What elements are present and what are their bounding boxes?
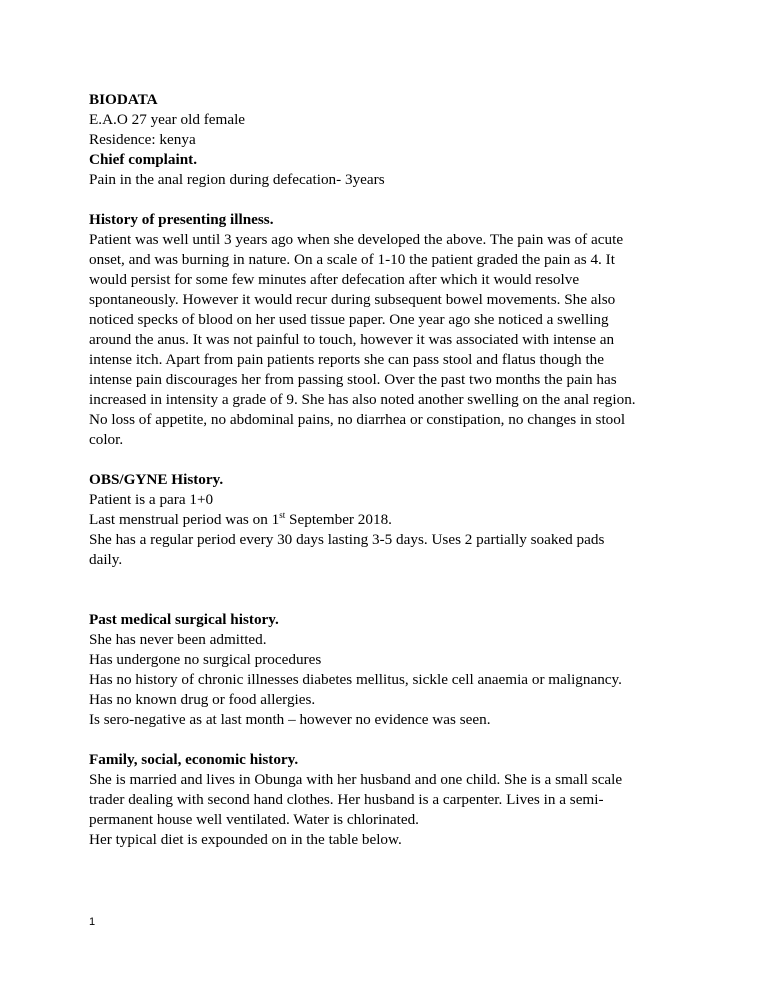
past-history-heading: Past medical surgical history. bbox=[89, 611, 279, 628]
hpi-line: intense pain discourages her from passing stool. Over the past two months the pain has bbox=[89, 371, 617, 388]
past-history-line: Has no known drug or food allergies. bbox=[89, 691, 316, 708]
past-history-line: She has never been admitted. bbox=[89, 631, 267, 648]
hpi-line: No loss of appetite, no abdominal pains, no diarrhea or constipation, no changes in stool bbox=[89, 411, 626, 428]
obs-gyne-parity: Patient is a para 1+0 bbox=[89, 491, 214, 508]
hpi-line: around the anus. It was not painful to touch, however it was associated with intense an bbox=[89, 331, 615, 348]
family-social-line: Her typical diet is expounded on in the table below. bbox=[89, 831, 402, 848]
chief-complaint-text: Pain in the anal region during defecation- 3years bbox=[89, 171, 385, 188]
past-history-line: Has undergone no surgical procedures bbox=[89, 651, 322, 668]
past-history-line: Has no history of chronic illnesses diabetes mellitus, sickle cell anaemia or malignancy. bbox=[89, 671, 622, 688]
biodata-patient: E.A.O 27 year old female bbox=[89, 111, 246, 128]
hpi-line: noticed specks of blood on her used tissue paper. One year ago she noticed a swelling bbox=[89, 311, 609, 328]
document-page bbox=[89, 90, 689, 850]
biodata-heading: BIODATA bbox=[89, 91, 158, 108]
hpi-line: onset, and was burning in nature. On a scale of 1-10 the patient graded the pain as 4. It bbox=[89, 251, 615, 268]
obs-gyne-cycle: She has a regular period every 30 days lasting 3-5 days. Uses 2 partially soaked pads bbox=[89, 531, 605, 548]
biodata-residence: Residence: kenya bbox=[89, 131, 196, 148]
lmp-superscript: st bbox=[279, 510, 286, 520]
past-history-line: Is sero-negative as at last month – however no evidence was seen. bbox=[89, 711, 491, 728]
hpi-line: would persist for some few minutes after defecation after which it would resolve bbox=[89, 271, 580, 288]
hpi-line: spontaneously. However it would recur during subsequent bowel movements. She also bbox=[89, 291, 616, 308]
family-social-line: permanent house well ventilated. Water is chlorinated. bbox=[89, 811, 419, 828]
hpi-heading: History of presenting illness. bbox=[89, 211, 274, 228]
hpi-line: Patient was well until 3 years ago when she developed the above. The pain was of acute bbox=[89, 231, 624, 248]
family-social-heading: Family, social, economic history. bbox=[89, 751, 299, 768]
family-social-line: She is married and lives in Obunga with her husband and one child. She is a small scale bbox=[89, 771, 623, 788]
obs-gyne-cycle-end: daily. bbox=[89, 551, 123, 568]
obs-gyne-lmp bbox=[89, 510, 689, 530]
hpi-line: color. bbox=[89, 431, 124, 448]
chief-complaint-heading: Chief complaint. bbox=[89, 151, 197, 168]
obs-gyne-heading: OBS/GYNE History. bbox=[89, 471, 224, 488]
hpi-line: intense itch. Apart from pain patients reports she can pass stool and flatus though the bbox=[89, 351, 604, 368]
lmp-text-end: September 2018. bbox=[285, 511, 392, 528]
hpi-line: increased in intensity a grade of 9. She has also noted another swelling on the anal region. bbox=[89, 391, 636, 408]
lmp-text: Last menstrual period was on 1 bbox=[89, 511, 280, 528]
page-number: 1 bbox=[89, 916, 96, 928]
family-social-line: trader dealing with second hand clothes. Her husband is a carpenter. Lives in a semi- bbox=[89, 791, 604, 808]
